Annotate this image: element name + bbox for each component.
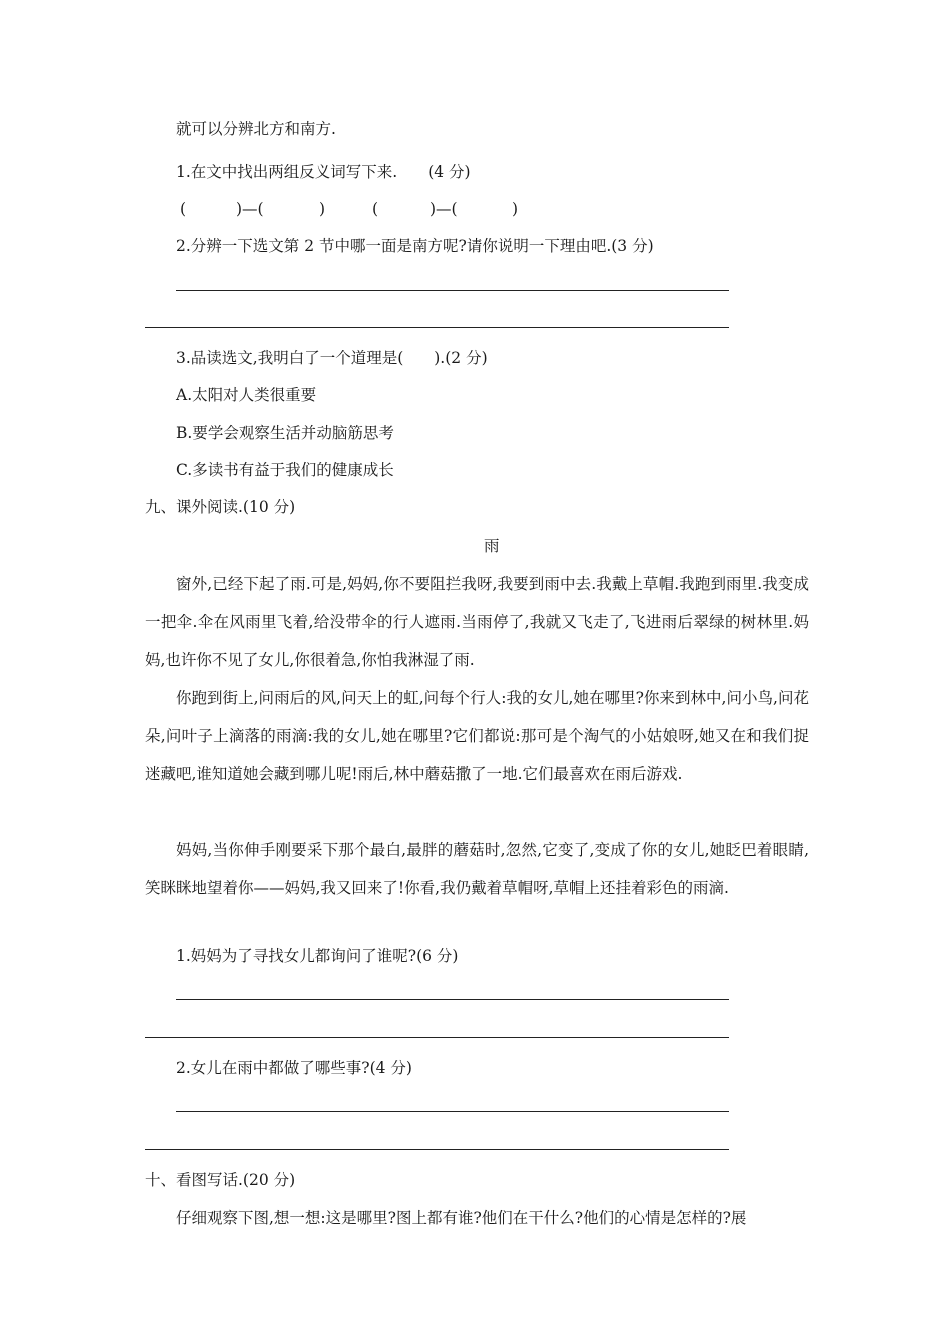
q8-1-prompt: 1.在文中找出两组反义词写下来. (4 分): [176, 163, 471, 181]
q8-3-prompt: 3.品读选文,我明白了一个道理是( ).(2 分): [176, 349, 488, 367]
q9-2-prompt: 2.女儿在雨中都做了哪些事?(4 分): [176, 1059, 412, 1077]
passage-paragraph-3: 妈妈,当你伸手刚要采下那个最白,最胖的蘑菇时,忽然,它变了,变成了你的女儿,她眨巴着眼睛,笑眯眯地望着你——妈妈,我又回来了!你看,我仍戴着草帽呀,草帽上还挂着彩色的雨滴.: [145, 841, 809, 897]
blank-1-open: (: [180, 200, 187, 218]
passage-title: 雨: [484, 537, 500, 555]
writing-prompt: 仔细观察下图,想一想:这是哪里?图上都有谁?他们在干什么?他们的心情是怎样的?展: [176, 1209, 747, 1227]
option-c[interactable]: C.多读书有益于我们的健康成长: [176, 461, 394, 479]
answer-line[interactable]: [145, 327, 729, 328]
option-b[interactable]: B.要学会观察生活并动脑筋思考: [176, 424, 394, 442]
blank-2-open: (: [372, 200, 379, 218]
section-9-heading: 九、课外阅读.(10 分): [145, 498, 296, 516]
q9-1-prompt: 1.妈妈为了寻找女儿都询问了谁呢?(6 分): [176, 947, 459, 965]
answer-blank-1a[interactable]: [192, 199, 236, 219]
answer-line[interactable]: [176, 290, 729, 291]
answer-line[interactable]: [176, 999, 729, 1000]
answer-blank-2b[interactable]: [470, 199, 510, 219]
answer-line[interactable]: [145, 1037, 729, 1038]
answer-blank-1b[interactable]: [276, 199, 316, 219]
blank-1-close: ): [319, 200, 326, 218]
answer-line[interactable]: [145, 1149, 729, 1150]
continued-passage-line: 就可以分辨北方和南方.: [176, 120, 336, 138]
section-10-heading: 十、看图写话.(20 分): [145, 1171, 296, 1189]
blank-2-dash: )—(: [430, 200, 458, 218]
option-a[interactable]: A.太阳对人类很重要: [176, 386, 317, 404]
passage-paragraph-1: 窗外,已经下起了雨.可是,妈妈,你不要阻拦我呀,我要到雨中去.我戴上草帽.我跑到雨里.我变成一把伞.伞在风雨里飞着,给没带伞的行人遮雨.当雨停了,我就又飞走了,飞进雨后翠绿的树林里.妈妈,也许你不见了女儿,你很着急,你怕我淋湿了雨.: [145, 575, 809, 669]
q8-2-prompt: 2.分辨一下选文第 2 节中哪一面是南方呢?请你说明一下理由吧.(3 分): [176, 237, 654, 255]
answer-blank-2a[interactable]: [384, 199, 428, 219]
blank-2-close: ): [512, 200, 519, 218]
answer-line[interactable]: [176, 1111, 729, 1112]
blank-1-dash: )—(: [236, 200, 264, 218]
passage-paragraph-2: 你跑到街上,问雨后的风,问天上的虹,问每个行人:我的女儿,她在哪里?你来到林中,问小鸟,问花朵,问叶子上滴落的雨滴:我的女儿,她在哪里?它们都说:那可是个淘气的小姑娘呀,她又在和我们捉迷藏吧,谁知道她会藏到哪儿呢!雨后,林中蘑菇撒了一地.它们最喜欢在雨后游戏.: [145, 689, 809, 783]
